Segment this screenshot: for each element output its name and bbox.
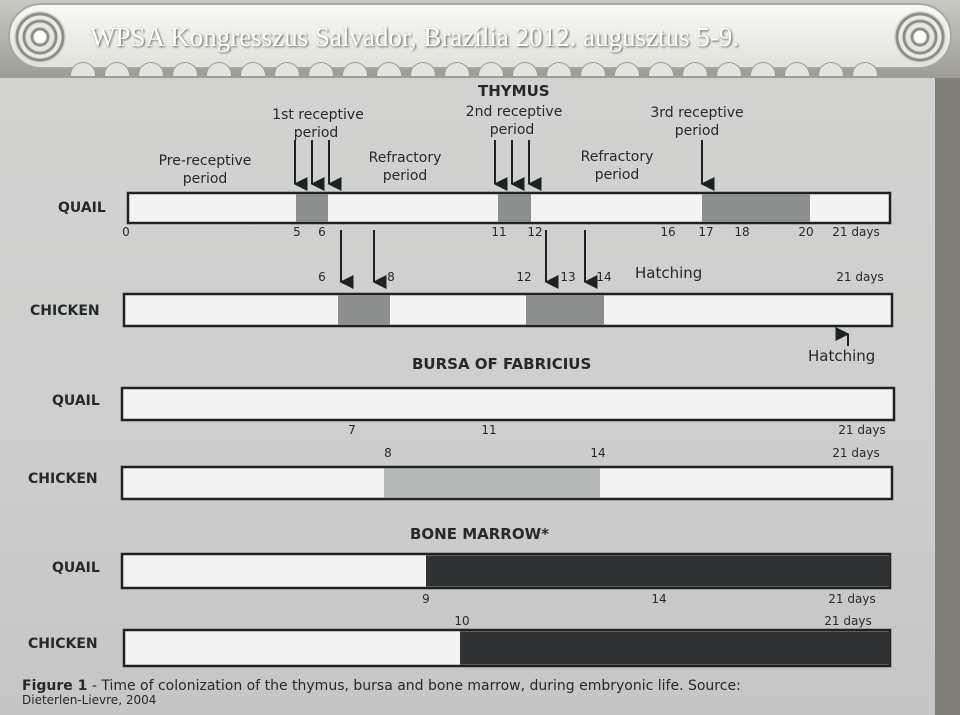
day-tick-label: 21 days: [828, 592, 876, 606]
slide-title: WPSA Kongresszus Salvador, Brazília 2012. augusztus 5-9.: [90, 22, 740, 52]
label-second-receptive: 2nd receptive period: [465, 104, 563, 138]
day-tick-label: 8: [384, 446, 392, 460]
day-tick-label: 0: [122, 225, 130, 239]
day-tick-label: 21 days: [824, 614, 872, 628]
colonization-segment: [498, 195, 531, 222]
timeline-bar: [124, 294, 892, 326]
track-thymus-chicken: [30, 270, 892, 326]
track-marrow-quail: [52, 554, 890, 606]
colonization-segment: [460, 632, 890, 665]
day-tick-label: 9: [422, 592, 430, 606]
day-tick-label: 7: [348, 423, 356, 437]
day-tick-label: 21 days: [832, 225, 880, 239]
species-label: CHICKEN: [28, 636, 98, 652]
heading-bursa: BURSA OF FABRICIUS: [412, 355, 592, 373]
day-tick-label: 13: [560, 270, 576, 284]
species-label: QUAIL: [52, 560, 100, 576]
day-tick-label: 11: [491, 225, 507, 239]
heading-bone-marrow: BONE MARROW*: [410, 525, 549, 543]
day-tick-label: 20: [798, 225, 814, 239]
day-tick-label: 14: [590, 446, 606, 460]
day-tick-label: 16: [660, 225, 676, 239]
figure-caption: Figure 1 - Time of colonization of the thymus, bursa and bone marrow, during embryonic life. Source:: [22, 678, 741, 694]
hatching-label-lower: Hatching: [808, 347, 876, 365]
day-tick-label: 6: [318, 225, 326, 239]
label-refractory-1: Refractory period: [368, 150, 442, 184]
track-thymus-quail: [58, 193, 890, 239]
colonization-segment: [426, 556, 890, 587]
heading-thymus: THYMUS: [478, 82, 550, 100]
species-label: CHICKEN: [28, 471, 98, 487]
colonization-segment: [384, 469, 600, 498]
arrows-chicken-first: [341, 230, 374, 282]
label-third-receptive: 3rd receptive period: [650, 105, 744, 139]
species-label: QUAIL: [58, 200, 106, 216]
timeline-tracks: [28, 193, 894, 666]
day-tick-label: 14: [596, 270, 612, 284]
track-bursa-chicken: [28, 446, 892, 499]
day-tick-label: 21 days: [836, 270, 884, 284]
label-pre-receptive: Pre-receptive period: [158, 153, 252, 187]
day-tick-label: 6: [318, 270, 326, 284]
day-tick-label: 17: [698, 225, 714, 239]
hatching-label-upper: Hatching: [635, 264, 703, 282]
track-bursa-quail: [52, 388, 894, 437]
colonization-segment: [526, 296, 604, 325]
day-tick-label: 14: [651, 592, 667, 606]
day-tick-label: 12: [516, 270, 532, 284]
day-tick-label: 10: [454, 614, 470, 628]
day-tick-label: 18: [734, 225, 750, 239]
day-tick-label: 11: [481, 423, 497, 437]
day-tick-label: 5: [293, 225, 301, 239]
arrows-quail-first: [295, 140, 329, 184]
day-tick-label: 8: [387, 270, 395, 284]
species-label: QUAIL: [52, 393, 100, 409]
colonization-segment: [702, 195, 810, 222]
label-first-receptive: 1st receptive period: [272, 107, 364, 141]
track-marrow-chicken: [28, 614, 890, 666]
label-refractory-2: Refractory period: [580, 149, 654, 183]
species-label: CHICKEN: [30, 303, 100, 319]
arrows-quail-second: [495, 140, 529, 184]
day-tick-label: 21 days: [832, 446, 880, 460]
day-tick-label: 21 days: [838, 423, 886, 437]
colonization-segment: [338, 296, 390, 325]
timeline-bar: [122, 388, 894, 420]
day-tick-label: 12: [527, 225, 543, 239]
figure-caption-source: Dieterlen-Lievre, 2004: [22, 693, 157, 707]
colonization-segment: [296, 195, 328, 222]
